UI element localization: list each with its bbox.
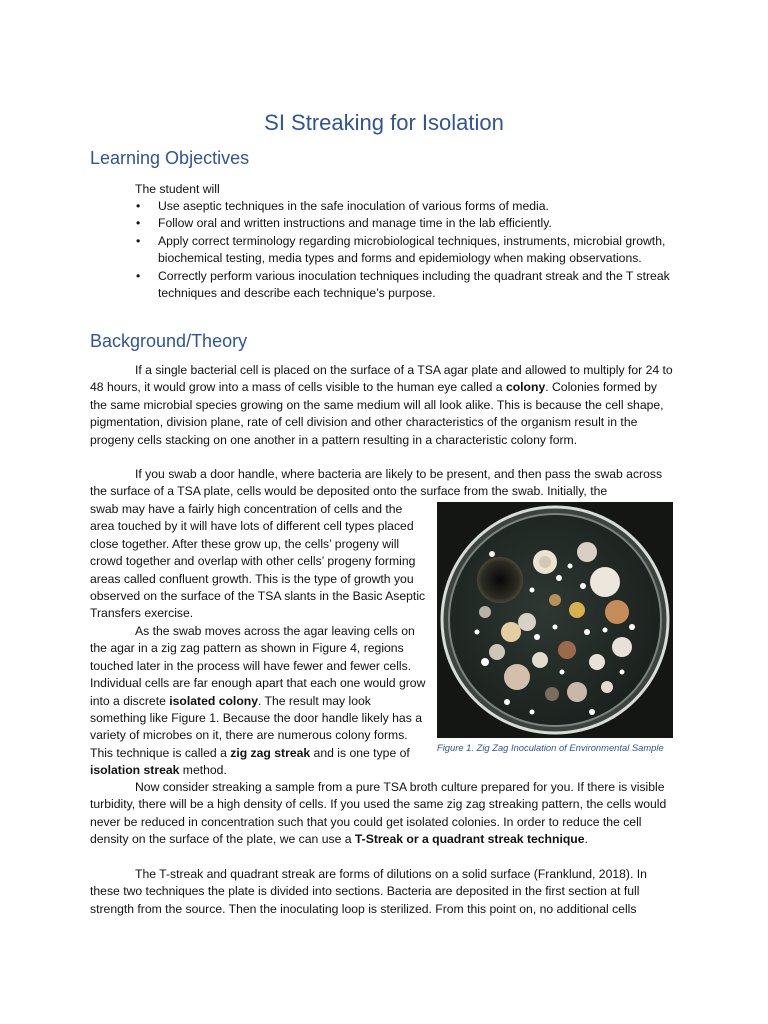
term-colony: colony xyxy=(505,380,546,395)
background-heading: Background/Theory xyxy=(90,331,248,351)
background-paragraph-3 xyxy=(90,623,430,780)
text-run: and is one type of xyxy=(310,745,410,760)
background-paragraph-5: The T-streak and quadrant streak are forms of dilutions on a solid surface (Franklund, 2018). In these two techniques the plate is divided into sections. Bacteria are deposited in the first section at full strength from the source. Then the inoculating loop is sterilized. From this point on, no additional cells xyxy=(90,867,647,916)
text-run: Now consider streaking a sample from a pure TSA broth culture prepared for you. If there is visible turbidity, there will be a high density of cells. If you used the same zig zag streaking pattern, the cells would never be reduced in concentration such that you could get isolated colonies. In order to reduce the cell density on the surface of the plate, we can use a xyxy=(90,780,667,847)
figure-petri-dish-image xyxy=(437,502,673,738)
text-run: As the swab moves across the agar leaving cells on the agar in a zig zag pattern as shown in Figure 4, regions touched later in the process will have fewer and fewer cells. Individual cells are far enough apart that each one would grow into a discrete xyxy=(90,624,426,708)
figure-caption: Figure 1. Zig Zag Inoculation of Environmental Sample xyxy=(437,742,664,753)
objectives-intro: The student will xyxy=(135,182,220,196)
text-run: . Colonies formed by the same microbial species growing on the same medium will all look alike. This is because the cell shape, pigmentation, division plane, rate of cell division and other characteristics of the organism result in the progeny cells stacking on one another in a pattern resulting in a characteristic colony form. xyxy=(90,380,664,447)
term-t-streak: T-Streak or a quadrant streak technique xyxy=(354,832,585,847)
background-paragraph-4 xyxy=(90,779,675,849)
text-run: . xyxy=(584,832,588,847)
text-run: If a single bacterial cell is placed on the surface of a TSA agar plate and allowed to multiply for 24 to 48 hours, it would grow into a mass of cells visible to the human eye called a xyxy=(90,363,673,395)
objective-item: • Follow oral and written instructions and manage time in the lab efficiently. xyxy=(135,215,675,232)
petri-dish-illustration xyxy=(437,502,673,738)
objective-item: • Correctly perform various inoculation techniques including the quadrant streak and the T streak techniques and describe each technique’s purpose. xyxy=(135,268,675,303)
objective-item: • Apply correct terminology regarding microbiological techniques, instruments, microbial growth, biochemical testing, media types and forms and epidemiology when making observations. xyxy=(135,233,675,268)
objectives-list xyxy=(135,198,675,302)
background-paragraph-2b: swab may have a fairly high concentration of cells and the area touched by it will have lots of different cell types placed close together. After these grow up, the cells’ progeny will crowd together and overlap with other cells’ progeny forming areas called confluent growth. This is the type of growth you observed on the surface of the TSA slants in the Basic Aseptic Transfers exercise. xyxy=(90,502,426,621)
objective-item: • Use aseptic techniques in the safe inoculation of various forms of media. xyxy=(135,198,675,215)
text-run: . The result may look something like Figure 1. Because the door handle likely has a variety of microbes on it, there are numerous colony forms. This technique is called a xyxy=(90,693,422,760)
objectives-heading: Learning Objectives xyxy=(90,148,250,168)
page-title: SI Streaking for Isolation xyxy=(264,110,504,135)
text-run: method. xyxy=(179,763,227,778)
term-zig-zag-streak: zig zag streak xyxy=(230,745,311,760)
dark-colony xyxy=(477,557,523,603)
background-paragraph-1 xyxy=(90,362,675,449)
term-isolated-colony: isolated colony xyxy=(169,693,258,708)
background-paragraph-2a: If you swab a door handle, where bacteria are likely to be present, and then pass the swab across the surface of a TSA plate, cells would be deposited onto the surface from the swab. Initially, the xyxy=(90,467,663,499)
term-isolation-streak: isolation streak xyxy=(90,763,180,778)
